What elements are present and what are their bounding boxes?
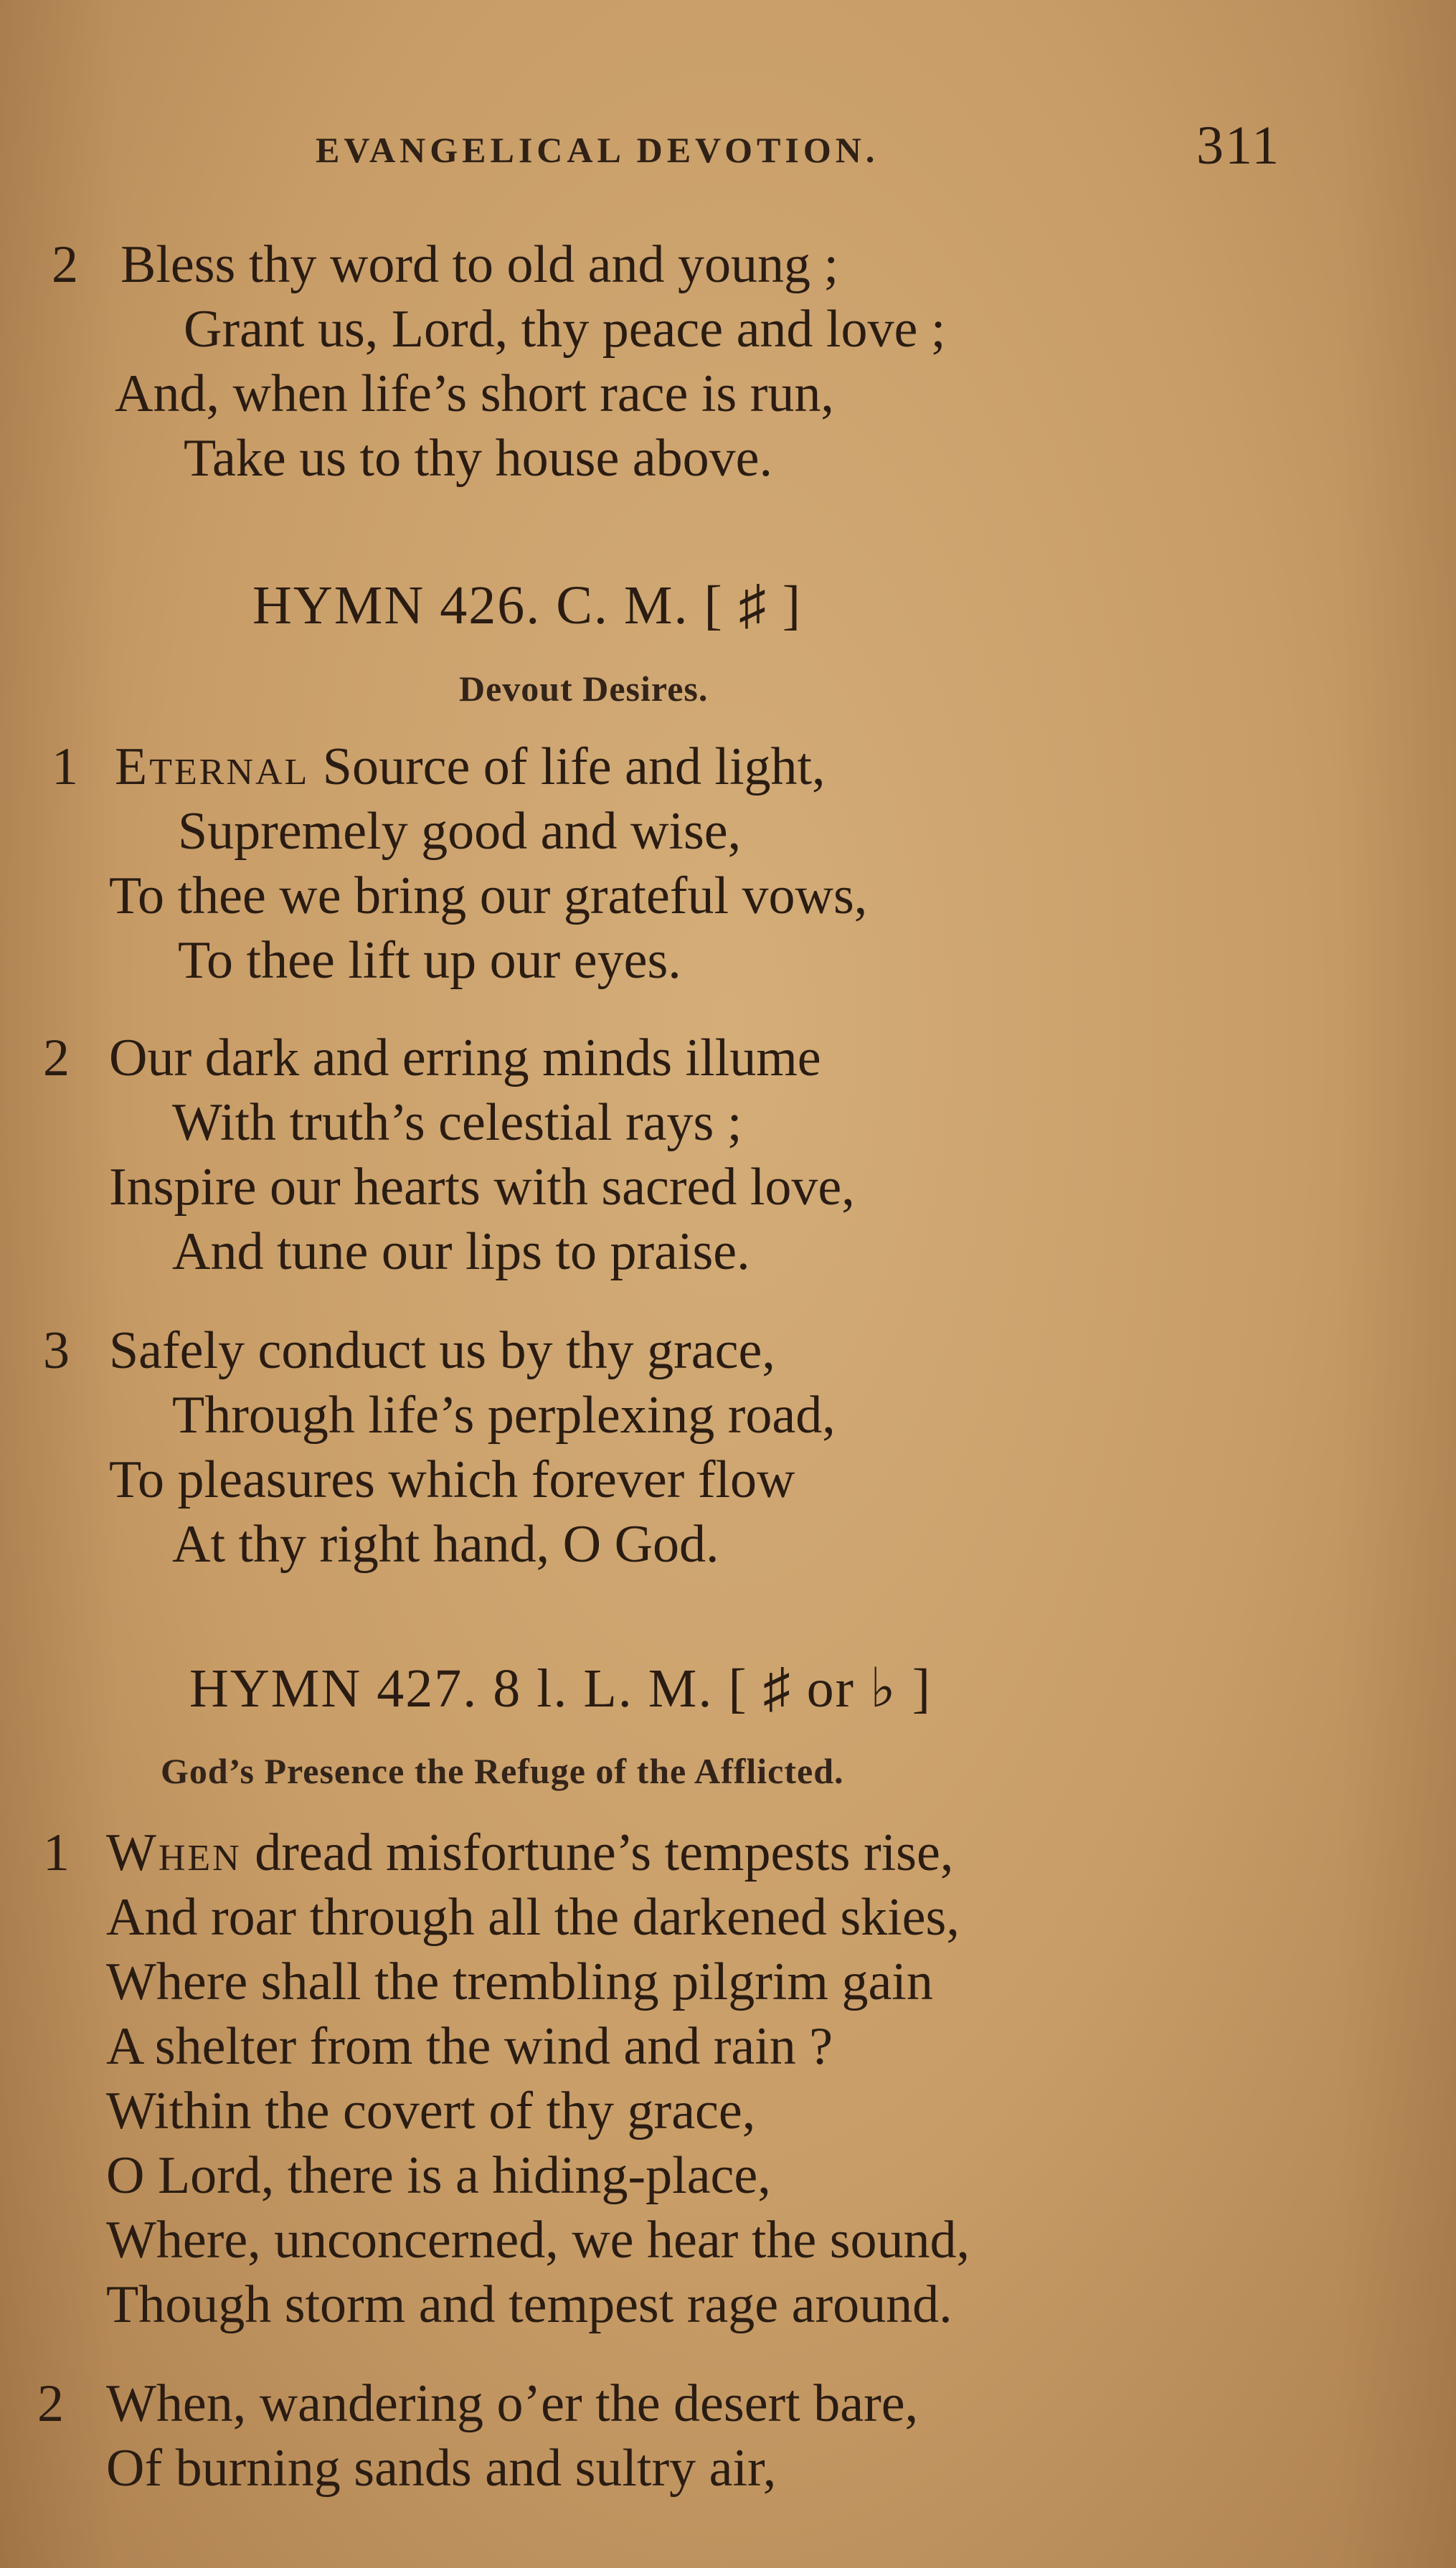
first-line-rest: dread misfortune’s tempests rise, — [241, 1823, 954, 1882]
stanza-number: 1 — [52, 737, 78, 796]
verse-line: Where shall the trembling pilgrim gain — [106, 1953, 933, 2011]
verse-line: Bless thy word to old and young ; — [120, 235, 839, 294]
verse-line: With truth’s celestial rays ; — [172, 1093, 742, 1152]
verse-line — [115, 737, 826, 796]
verse-line: A shelter from the wind and rain ? — [106, 2017, 833, 2076]
first-line-rest: Source of life and light, — [309, 737, 826, 796]
verse-line: To thee we bring our grateful vows, — [109, 867, 868, 925]
verse-line: Inspire our hearts with sacred love, — [109, 1158, 855, 1217]
verse-line: Safely conduct us by thy grace, — [109, 1321, 775, 1380]
verse-line: Of burning sands and sultry air, — [106, 2439, 777, 2498]
verse-line: Within the covert of thy grace, — [106, 2082, 756, 2140]
verse-line: Supremely good and wise, — [178, 802, 742, 861]
verse-line: To thee lift up our eyes. — [178, 931, 681, 990]
first-word: When — [106, 1823, 242, 1882]
verse-line: Where, unconcerned, we hear the sound, — [106, 2211, 970, 2270]
verse-line — [106, 1823, 954, 1882]
stanza-number: 2 — [52, 235, 78, 294]
hymn-subtitle: God’s Presence the Refuge of the Afflicted. — [161, 1751, 844, 1791]
verse-line: When, wandering o’er the desert bare, — [106, 2374, 919, 2433]
page-number: 311 — [1196, 115, 1281, 176]
stanza-number: 3 — [43, 1321, 70, 1380]
verse-line: Grant us, Lord, thy peace and love ; — [184, 300, 946, 359]
hymn-title: HYMN 426. C. M. [ ♯ ] — [252, 575, 803, 636]
first-word: Eternal — [115, 737, 310, 796]
page-header — [0, 108, 1456, 187]
verse-line: Our dark and erring minds illume — [109, 1029, 821, 1087]
stanza-number: 2 — [37, 2374, 64, 2433]
verse-line: And roar through all the darkened skies, — [106, 1888, 960, 1947]
verse-line: And, when life’s short race is run, — [115, 364, 834, 423]
verse-line: And tune our lips to praise. — [172, 1222, 750, 1281]
stanza-number: 1 — [43, 1823, 70, 1882]
hymn-subtitle: Devout Desires. — [459, 669, 709, 709]
verse-line: Though storm and tempest rage around. — [106, 2275, 952, 2334]
verse-line: At thy right hand, O God. — [172, 1515, 719, 1574]
verse-line: To pleasures which forever flow — [109, 1450, 795, 1509]
hymn-title: HYMN 427. 8 l. L. M. [ ♯ or ♭ ] — [189, 1658, 932, 1719]
verse-line: Through life’s perplexing road, — [172, 1386, 836, 1445]
stanza-number: 2 — [43, 1029, 70, 1087]
verse-line: O Lord, there is a hiding-place, — [106, 2146, 771, 2205]
running-title: EVANGELICAL DEVOTION. — [316, 130, 879, 170]
verse-line: Take us to thy house above. — [184, 429, 772, 488]
